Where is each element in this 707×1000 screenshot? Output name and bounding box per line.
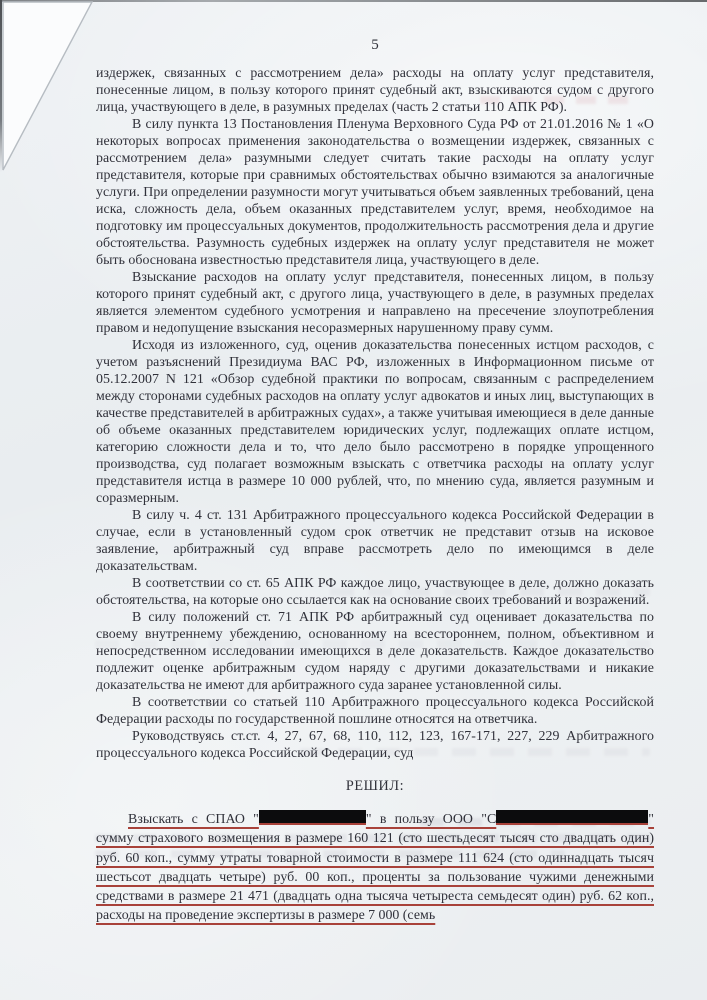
paragraph: Руководствуясь ст.ст. 4, 27, 67, 68, 110, 112, 123, 167-171, 227, 229 Арбитражного процессуального кодекса Российской Федерации, суд <box>96 729 654 761</box>
resolution-text: Взыскать с СПАО " <box>128 812 259 827</box>
resolution-text: сумму страхового возмещения в размере 160 121 (сто шестьдесят тысяч сто двадцать один) руб. 60 коп., сумму утраты товарной стоимости в размере 111 624 (сто одиннадцать тысяч шестьсот двадцать четыре) руб. 00 коп., проценты за пользование чужими денежными средствами в размере 21 471 (двадцать одна тысяча четыреста семьдесят один) руб. 62 коп., расходы на проведение экспертизы в размере 7 000 (семь <box>96 831 654 924</box>
scan-top-edge <box>0 0 707 2</box>
paragraph: В соответствии со статьей 110 Арбитражного процессуального кодекса Российской Федерации расходы по государственной пошлине относятся на ответчика. <box>96 695 654 727</box>
resolution-paragraph <box>96 810 654 926</box>
document-body <box>96 65 654 926</box>
redaction-bar-defendant <box>259 810 366 825</box>
paragraph: Исходя из изложенного, суд, оценив доказательства понесенных истцом расходов, с учетом разъяснений Президиума ВАС РФ, изложенных в Информационном письме от 05.12.2007 N 121 «Обзор судебной практики по вопросам, связанным с распределением между сторонами судебных расходов на оплату услуг адвокатов и иных лиц, выступающих в качестве представителей в арбитражных судах», а также учитывая имеющиеся в деле данные об объеме оказанных представителем юридических услуг, подлежащих оплате истцом, категорию сложности дела и то, что дело было рассмотрено в порядке упрощенного производства, суд полагает возможным взыскать с ответчика расходы на оплату услуг представителя истца в размере 10 000 рублей, что, по мнению суда, является разумным и соразмерным. <box>96 338 654 506</box>
paragraph: В соответствии со ст. 65 АПК РФ каждое лицо, участвующее в деле, должно доказать обстоятельства, на которые оно ссылается как на основание своих требований и возражений. <box>96 576 654 608</box>
paragraph: В силу ч. 4 ст. 131 Арбитражного процессуального кодекса Российской Федерации в случае, если в установленный судом срок ответчик не представит отзыв на исковое заявление, арбитражный суд вправе рассмотреть дело по имеющимся в деле доказательствам. <box>96 508 654 574</box>
paragraph: Взыскание расходов на оплату услуг представителя, понесенных лицом, в пользу которого принят судебный акт, с другого лица, участвующего в деле, в разумных пределах является элементом судебного усмотрения и направлено на пресечение злоупотребления правом и недопущение взыскания несоразмерных нарушенному праву сумм. <box>96 270 654 336</box>
page-content <box>96 36 654 926</box>
paragraph: издержек, связанных с рассмотрением дела» расходы на оплату услуг представителя, понесенные лицом, в пользу которого принят судебный акт, взыскиваются судом с другого лица, участвующего в деле, в разумных пределах (часть 2 статьи 110 АПК РФ). <box>96 66 654 115</box>
redaction-bar-plaintiff <box>496 810 648 825</box>
paragraph: В силу пункта 13 Постановления Пленума Верховного Суда РФ от 21.01.2016 № 1 «О некоторых вопросах применения законодательства о возмещении издержек, связанных с рассмотрением дела» разумными следует считать такие расходы на оплату услуг представителя, которые при сравнимых обстоятельствах обычно взимаются за аналогичные услуги. При определении разумности могут учитываться объем заявленных требований, цена иска, сложность дела, объем оказанных представителем услуг, время, необходимое на подготовку им процессуальных документов, продолжительность рассмотрения дела и другие обстоятельства. Разумность судебных издержек на оплату услуг представителя не может быть обоснована известностью представителя лица, участвующего в деле. <box>96 117 654 268</box>
page-corner-fold <box>0 0 100 176</box>
paragraph: В силу положений ст. 71 АПК РФ арбитражный суд оценивает доказательства по своему внутреннему убеждению, основанному на всестороннем, полном, объективном и непосредственном исследовании имеющихся в деле доказательств. Каждое доказательство подлежит оценке арбитражным судом наряду с другими доказательствами и никакие доказательства не имеют для арбитражного суда заранее установленной силы. <box>96 610 654 693</box>
resolution-text: " в пользу ООО "С <box>365 812 497 827</box>
page-number: 5 <box>371 37 379 53</box>
resolution-heading: РЕШИЛ: <box>345 778 405 794</box>
resolution-text: " <box>648 812 655 827</box>
